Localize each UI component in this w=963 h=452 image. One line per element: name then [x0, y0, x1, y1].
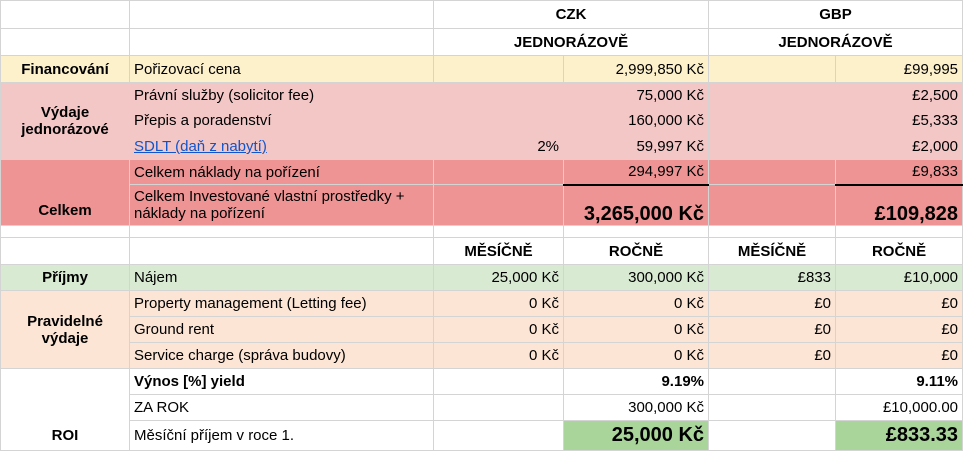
vydaje-row [1, 83, 963, 108]
empty-cell[interactable] [1, 29, 130, 56]
empty-cell[interactable] [434, 421, 564, 451]
roi-mesicni-row [1, 421, 963, 451]
vydaje-item[interactable]: Přepis a poradenství [130, 108, 434, 134]
celkem-naklady-gbp[interactable]: £9,833 [836, 160, 963, 185]
vydaje-pct[interactable] [434, 83, 564, 108]
vydaje-czk[interactable]: 160,000 Kč [564, 108, 709, 134]
roi-zarok-gbp[interactable]: £10,000.00 [836, 395, 963, 421]
period-rocne-czk[interactable]: ROČNĚ [564, 238, 709, 265]
period-rocne-gbp[interactable]: ROČNĚ [836, 238, 963, 265]
roi-label[interactable]: ROI [1, 369, 130, 451]
empty-cell[interactable] [709, 83, 836, 108]
prijmy-czk-monthly[interactable]: 25,000 Kč [434, 265, 564, 291]
pravidelne-item[interactable]: Ground rent [130, 317, 434, 343]
roi-yield-row [1, 369, 963, 395]
roi-yield-label[interactable]: Výnos [%] yield [130, 369, 434, 395]
pravidelne-row [1, 343, 963, 369]
empty-cell[interactable] [709, 134, 836, 160]
celkem-investovane-czk[interactable]: 3,265,000 Kč [564, 185, 709, 226]
empty-cell[interactable] [709, 160, 836, 185]
prijmy-label[interactable]: Příjmy [1, 265, 130, 291]
roi-yield-czk[interactable]: 9.19% [564, 369, 709, 395]
header-row-1 [1, 1, 963, 29]
empty-cell[interactable] [709, 421, 836, 451]
celkem-naklady-czk[interactable]: 294,997 Kč [564, 160, 709, 185]
celkem-label[interactable]: Celkem [1, 160, 130, 226]
empty-cell[interactable] [434, 185, 564, 226]
pravidelne-item[interactable]: Service charge (správa budovy) [130, 343, 434, 369]
financovani-row [1, 56, 963, 83]
pravidelne-gbp-yearly[interactable]: £0 [836, 343, 963, 369]
vydaje-czk[interactable]: 59,997 Kč [564, 134, 709, 160]
empty-cell[interactable] [709, 226, 836, 238]
empty-cell[interactable] [709, 395, 836, 421]
empty-cell[interactable] [434, 395, 564, 421]
roi-yield-gbp[interactable]: 9.11% [836, 369, 963, 395]
empty-cell[interactable] [564, 226, 709, 238]
celkem-naklady-label[interactable]: Celkem náklady na pořízení [130, 160, 434, 185]
financovani-label[interactable]: Financování [1, 56, 130, 83]
pravidelne-czk-monthly[interactable]: 0 Kč [434, 317, 564, 343]
empty-cell[interactable] [1, 226, 130, 238]
empty-cell[interactable] [434, 226, 564, 238]
period-header-row [1, 238, 963, 265]
pravidelne-gbp-yearly[interactable]: £0 [836, 291, 963, 317]
prijmy-czk-yearly[interactable]: 300,000 Kč [564, 265, 709, 291]
pravidelne-gbp-monthly[interactable]: £0 [709, 317, 836, 343]
header-jednorazove-czk[interactable]: JEDNORÁZOVĚ [434, 29, 709, 56]
roi-mesicni-gbp[interactable]: £833.33 [836, 421, 963, 451]
vydaje-label[interactable]: Výdaje jednorázové [1, 83, 130, 160]
financovani-czk[interactable]: 2,999,850 Kč [564, 56, 709, 83]
vydaje-czk[interactable]: 75,000 Kč [564, 83, 709, 108]
empty-cell[interactable] [434, 56, 564, 83]
empty-cell[interactable] [130, 29, 434, 56]
celkem-investovane-row [1, 185, 963, 226]
empty-cell[interactable] [130, 226, 434, 238]
pravidelne-czk-monthly[interactable]: 0 Kč [434, 291, 564, 317]
empty-cell[interactable] [709, 369, 836, 395]
empty-cell[interactable] [130, 238, 434, 265]
pravidelne-gbp-monthly[interactable]: £0 [709, 343, 836, 369]
prijmy-gbp-monthly[interactable]: £833 [709, 265, 836, 291]
vydaje-gbp[interactable]: £2,500 [836, 83, 963, 108]
roi-mesicni-label[interactable]: Měsíční příjem v roce 1. [130, 421, 434, 451]
roi-mesicni-czk[interactable]: 25,000 Kč [564, 421, 709, 451]
celkem-naklady-row [1, 160, 963, 185]
roi-zarok-label[interactable]: ZA ROK [130, 395, 434, 421]
vydaje-item-sdlt[interactable] [130, 134, 434, 160]
header-czk[interactable]: CZK [434, 1, 709, 29]
vydaje-item[interactable]: Právní služby (solicitor fee) [130, 83, 434, 108]
empty-cell[interactable] [434, 160, 564, 185]
period-mesicne-gbp[interactable]: MĚSÍČNĚ [709, 238, 836, 265]
empty-cell[interactable] [434, 369, 564, 395]
pravidelne-gbp-monthly[interactable]: £0 [709, 291, 836, 317]
pravidelne-czk-yearly[interactable]: 0 Kč [564, 343, 709, 369]
vydaje-row [1, 134, 963, 160]
empty-cell[interactable] [130, 1, 434, 29]
vydaje-gbp[interactable]: £2,000 [836, 134, 963, 160]
pravidelne-row [1, 291, 963, 317]
pravidelne-item[interactable]: Property management (Letting fee) [130, 291, 434, 317]
pravidelne-czk-yearly[interactable]: 0 Kč [564, 291, 709, 317]
roi-zarok-row [1, 395, 963, 421]
empty-cell[interactable] [709, 56, 836, 83]
financovani-item[interactable]: Pořizovací cena [130, 56, 434, 83]
empty-cell[interactable] [836, 226, 963, 238]
period-mesicne-czk[interactable]: MĚSÍČNĚ [434, 238, 564, 265]
pravidelne-label[interactable]: Pravidelné výdaje [1, 291, 130, 369]
pravidelne-gbp-yearly[interactable]: £0 [836, 317, 963, 343]
vydaje-gbp[interactable]: £5,333 [836, 108, 963, 134]
celkem-investovane-gbp[interactable]: £109,828 [836, 185, 963, 226]
roi-zarok-czk[interactable]: 300,000 Kč [564, 395, 709, 421]
vydaje-row [1, 108, 963, 134]
spacer-row [1, 226, 963, 238]
celkem-investovane-label[interactable]: Celkem Investované vlastní prostředky + náklady na pořízení [130, 185, 434, 226]
vydaje-pct[interactable] [434, 108, 564, 134]
header-gbp[interactable]: GBP [709, 1, 963, 29]
sdlt-link[interactable]: SDLT (daň z nabytí) [134, 138, 267, 155]
prijmy-row [1, 265, 963, 291]
empty-cell[interactable] [709, 108, 836, 134]
pravidelne-czk-yearly[interactable]: 0 Kč [564, 317, 709, 343]
vydaje-pct[interactable]: 2% [434, 134, 564, 160]
empty-cell[interactable] [709, 185, 836, 226]
header-row-2 [1, 29, 963, 56]
pravidelne-row [1, 317, 963, 343]
header-jednorazove-gbp[interactable]: JEDNORÁZOVĚ [709, 29, 963, 56]
empty-cell[interactable] [1, 1, 130, 29]
pravidelne-czk-monthly[interactable]: 0 Kč [434, 343, 564, 369]
prijmy-item[interactable]: Nájem [130, 265, 434, 291]
prijmy-gbp-yearly[interactable]: £10,000 [836, 265, 963, 291]
empty-cell[interactable] [1, 238, 130, 265]
financovani-gbp[interactable]: £99,995 [836, 56, 963, 83]
